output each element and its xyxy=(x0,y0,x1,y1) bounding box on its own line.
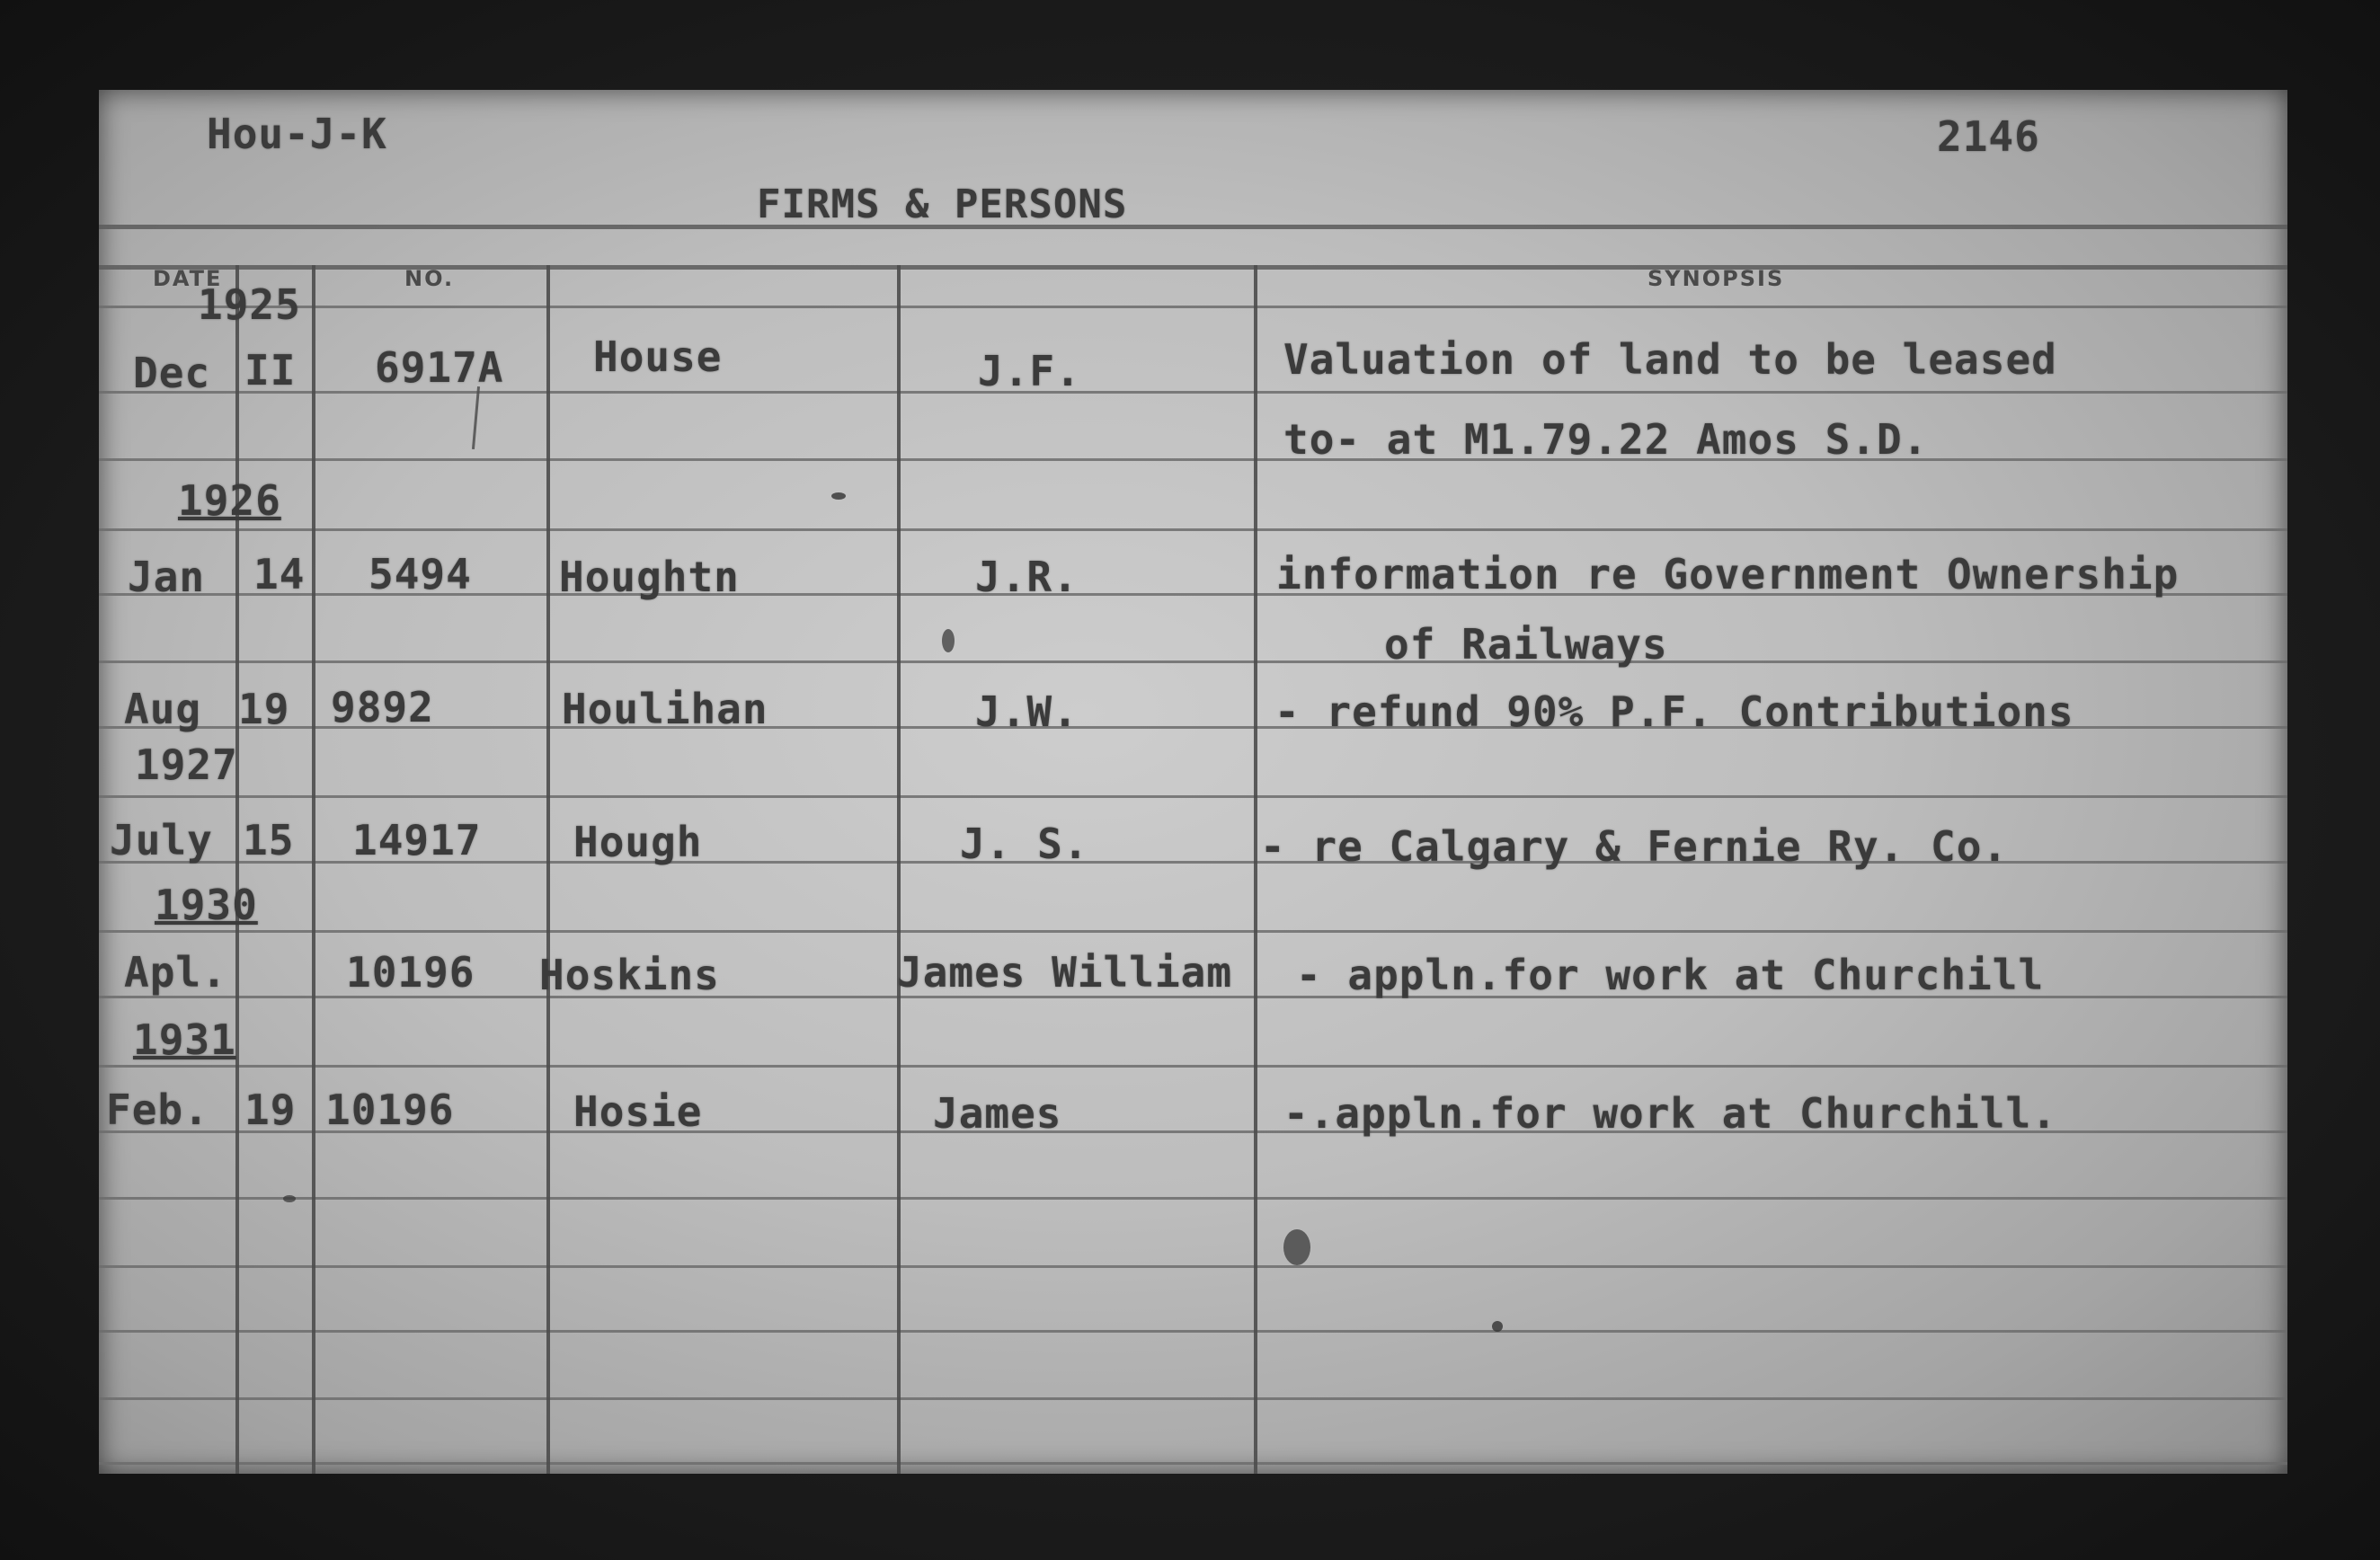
entry-year: 1925 xyxy=(198,280,301,329)
line-rule xyxy=(99,1462,2287,1465)
ink-speck xyxy=(942,629,955,652)
entry-synopsis-line: Valuation of land to be leased xyxy=(1283,335,2057,384)
entry-year: 1931 xyxy=(133,1015,236,1064)
column-line-surname xyxy=(897,265,901,1474)
line-rule xyxy=(99,306,2287,308)
ink-smudge xyxy=(1283,1229,1310,1265)
synopsis-header: SYNOPSIS xyxy=(1647,266,1785,291)
top-rule xyxy=(99,225,2287,229)
entry-month: Feb. xyxy=(106,1086,209,1134)
entry-month: Jan xyxy=(128,553,206,601)
date-header: DATE xyxy=(153,266,223,291)
entry-day: 19 xyxy=(244,1086,297,1134)
entry-number: 9892 xyxy=(331,683,434,731)
entry-synopsis-line: - appln.for work at Churchill xyxy=(1296,951,2045,999)
entry-year: 1930 xyxy=(155,881,258,929)
entry-day: 15 xyxy=(243,816,295,864)
ink-speck xyxy=(283,1195,296,1202)
entry-given-name: J.W. xyxy=(975,687,1079,736)
line-rule xyxy=(99,795,2287,798)
entry-number: 14917 xyxy=(352,816,482,864)
ink-speck xyxy=(1492,1321,1503,1332)
line-rule xyxy=(99,458,2287,461)
line-rule xyxy=(99,930,2287,933)
entry-given-name: J. S. xyxy=(960,820,1089,868)
entry-day: II xyxy=(244,346,297,394)
entry-month: Apl. xyxy=(124,948,227,997)
entry-month: July xyxy=(110,816,213,864)
line-rule xyxy=(99,528,2287,531)
entry-year: 1927 xyxy=(135,740,238,789)
line-rule xyxy=(99,1397,2287,1400)
entry-given-name: James William xyxy=(897,948,1233,997)
line-rule xyxy=(99,1065,2287,1068)
entry-given-name: James xyxy=(933,1089,1062,1138)
entry-surname: Houlihan xyxy=(562,685,768,733)
entry-number: 6917A xyxy=(375,343,504,392)
card-title: FIRMS & PERSONS xyxy=(757,182,1128,227)
entry-synopsis-line: to- at M1.79.22 Amos S.D. xyxy=(1283,415,1929,464)
entry-synopsis-line: of Railways xyxy=(1384,620,1668,669)
line-rule xyxy=(99,1265,2287,1268)
card-number: 2146 xyxy=(1937,112,2040,161)
entry-day: 14 xyxy=(253,550,306,598)
entry-number: 10196 xyxy=(325,1086,455,1134)
entry-given-name: J.R. xyxy=(975,553,1079,601)
entry-month: Aug xyxy=(124,685,202,733)
column-line-day xyxy=(235,265,239,1474)
entry-synopsis-line: information re Government Ownership xyxy=(1276,550,2180,598)
index-code: Hou-J-K xyxy=(207,110,387,158)
ink-speck xyxy=(831,492,846,500)
line-rule xyxy=(99,1197,2287,1200)
column-line-given xyxy=(1254,265,1257,1474)
entry-month: Dec xyxy=(133,349,211,397)
entry-number: 5494 xyxy=(369,550,472,598)
entry-synopsis-line: - refund 90% P.F. Contributions xyxy=(1274,687,2074,736)
column-line-no xyxy=(546,265,550,1474)
index-card xyxy=(99,90,2287,1474)
entry-surname: Hough xyxy=(573,818,703,866)
entry-surname: Hosie xyxy=(573,1087,703,1136)
entry-surname: Hoskins xyxy=(539,951,720,999)
line-rule xyxy=(99,660,2287,663)
entry-synopsis-line: -.appln.for work at Churchill. xyxy=(1283,1089,2057,1138)
entry-number: 10196 xyxy=(346,948,475,997)
entry-given-name: J.F. xyxy=(978,347,1081,395)
pencil-stroke xyxy=(472,386,480,449)
line-rule xyxy=(99,1330,2287,1333)
no-header: NO. xyxy=(404,266,455,291)
entry-surname: Houghtn xyxy=(559,553,740,601)
entry-synopsis-line: - re Calgary & Fernie Ry. Co. xyxy=(1260,822,2009,871)
column-line-date xyxy=(312,265,315,1474)
entry-surname: House xyxy=(593,332,723,381)
entry-year: 1926 xyxy=(178,476,281,525)
entry-day: 19 xyxy=(238,685,290,733)
